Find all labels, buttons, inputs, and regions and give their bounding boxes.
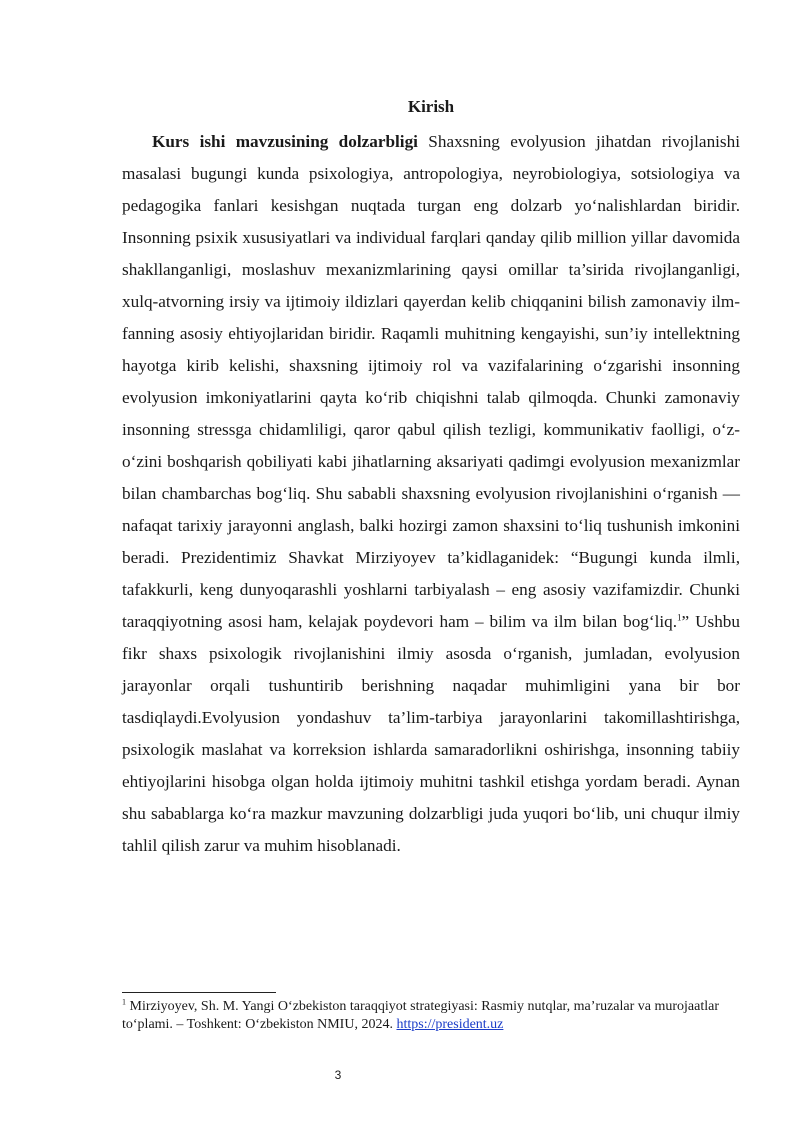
footnote-reference[interactable]: 1: [677, 612, 682, 623]
footnote-link[interactable]: https://president.uz: [396, 1017, 504, 1032]
paragraph-text-part1: Shaxsning evolyusion jihatdan rivojlanishi masalasi bugungi kunda psixologiya, antropologiya, neyrobiologiya, sotsiologiya va pedagogika fanlari kesishgan nuqtada turgan eng dolzarb yo‘nalishlardan biridir. Insonning psixik xususiyatlari va individual farqlari qanday qilib million yillar davomida shakllanganligi, moslashuv mexanizmlarining qaysi omillar ta’sirida rivojlanganligi, xulq-atvorning irsiy va ijtimoiy ildizlari qayerdan kelib chiqqanini bilish zamonaviy ilm-fanning asosiy ehtiyojlaridan biridir. Raqamli muhitning kengayishi, sun’iy intellektning hayotga kirib kelishi, shaxsning ijtimoiy rol va vazifalarining o‘zgarishi insonning evolyusion imkoniyatlarini qayta ko‘rib chiqishni talab qilmoqda. Chunki zamonaviy insonning stressga chidamliligi, qaror qabul qilish tezligi, kommunikativ faolligi, o‘z-o‘zini boshqarish qobiliyati kabi jihatlarning aksariyati qadimgi evolyusion mexanizmlar bilan chambarchas bog‘liq. Shu sababli shaxsning evolyusion rivojlanishini o‘rganish — nafaqat tarixiy jarayonni anglash, balki hozirgi zamon shaxsini to‘liq tushunish imkonini beradi. Prezidentimiz Shavkat Mirziyoyev ta’kidlaganidek: “Bugungi kunda ilmli, tafakkurli, keng dunyoqarashli yoshlarni tarbiyalash – eng asosiy vazifamizdir. Chunki taraqqiyotning asosi ham, kelajak poydevori ham – bilim va ilm bilan bog‘liq.: [122, 132, 740, 631]
paragraph-lead: Kurs ishi mavzusining dolzarbligi: [152, 132, 418, 151]
footnote-separator: [122, 992, 276, 993]
section-heading: Kirish: [407, 97, 455, 116]
footnote: [122, 998, 740, 1034]
paragraph-text-part2: ” Ushbu fikr shaxs psixologik rivojlanishini ilmiy asosda o‘rganish, jumladan, evolyusion jarayonlar orqali tushuntirib berishning naqadar muhimligini yana bir bor tasdiqlaydi.Evolyusion yondashuv ta’lim-tarbiya jarayonlarini takomillashtirishga, psixologik maslahat va korreksion ishlarda samaradorlikni oshirishga, insonning tabiiy ehtiyojlarini hisobga olgan holda ijtimoiy muhitni tashkil etishga yordam beradi. Aynan shu sabablarga ko‘ra mazkur mavzuning dolzarbligi juda yuqori bo‘lib, uni chuqur ilmiy tahlil qilish zarur va muhim hisoblanadi.: [122, 612, 740, 855]
body-paragraph: [122, 126, 740, 862]
page-number: 3: [334, 1068, 342, 1082]
footnote-marker: 1: [122, 997, 126, 1007]
footnote-text: Mirziyoyev, Sh. M. Yangi O‘zbekiston taraqqiyot strategiyasi: Rasmiy nutqlar, ma’ruzalar va murojaatlar to‘plami. – Toshkent: O‘zbekiston NMIU, 2024.: [122, 999, 720, 1032]
